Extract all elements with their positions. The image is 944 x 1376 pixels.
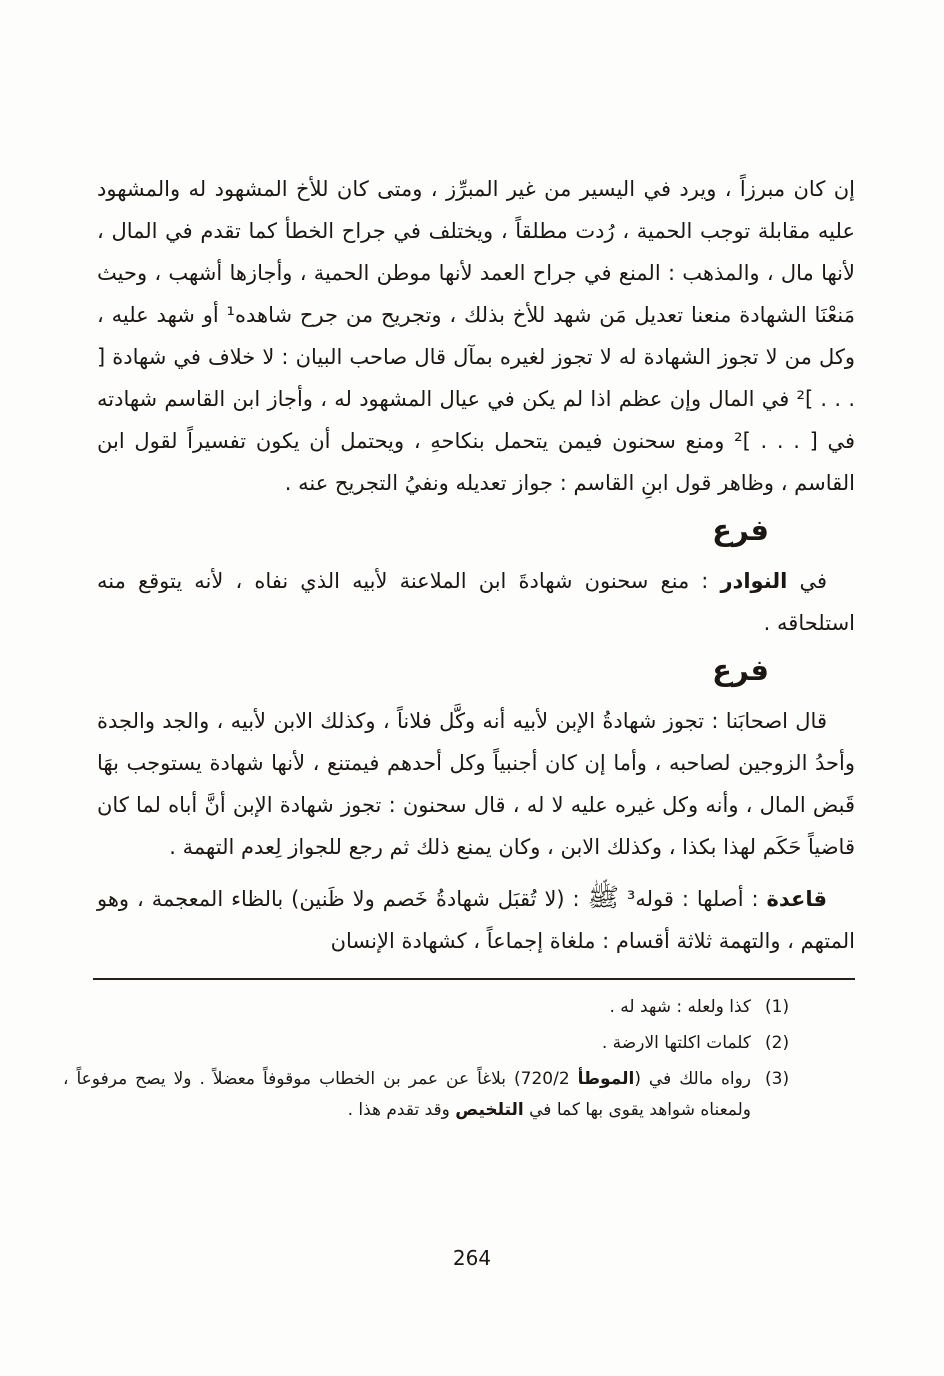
footnote-text-part: رواه مالك في ( bbox=[634, 1069, 752, 1089]
qaida-label: قاعدة bbox=[766, 887, 827, 911]
paragraph-text: في bbox=[787, 569, 827, 593]
page-number: 264 bbox=[452, 1246, 492, 1270]
footnote-text: كذا ولعله : شهد له . bbox=[609, 997, 751, 1017]
footnote-row-2 bbox=[63, 1028, 855, 1059]
body-paragraph-3: قال اصحابَنا : تجوز شهادةُ الإبن لأبيه أنه وكَّل فلاناً ، وكذلك الابن لأبيه ، والجد والجدة وأحدُ الزوجين لصاحبه ، وأما إن كان أجنبياً وكل أحدهم فيمتنع ، لأنها شهادة يستوجب بهَا قَبض المال ، وأنه وكل غيره عليه لا له ، قال سحنون : تجوز شهادة الإبن أنَّ أباه لما كان قاضياً حَكَم لهذا بكذا ، وكذلك الابن ، وكان يمنع ذلك ثم رجع للجواز لِعدم التهمة . bbox=[97, 709, 855, 859]
footnote-row-3 bbox=[63, 1064, 855, 1126]
sallallahu-alayhi-wasallam-symbol: ﷺ bbox=[587, 883, 619, 913]
paragraph-text: : أصلها : قوله³ bbox=[618, 887, 767, 911]
footnote-number: (3) bbox=[765, 1069, 790, 1089]
section-heading-far-2: فرع bbox=[712, 653, 769, 687]
footnotes-section bbox=[63, 992, 855, 1126]
footnote-text bbox=[63, 1064, 751, 1126]
body-paragraph-qaida bbox=[97, 878, 855, 962]
footnote-divider bbox=[93, 978, 855, 980]
footnote-number: (2) bbox=[765, 1033, 790, 1053]
paragraph-text: : منع سحنون شهادةَ ابن الملاعنة لأبيه الذي نفاه ، لأنه يتوقع منه استلحاقه . bbox=[97, 569, 855, 635]
body-paragraph-2 bbox=[97, 560, 855, 644]
book-title-talkhis: التلخيص bbox=[455, 1100, 524, 1120]
body-paragraph-1: إن كان مبرزاً ، ويرد في اليسير من غير المبرِّز ، ومتى كان للأخ المشهود له والمشهود عليه مقابلة توجب الحمية ، رُدت مطلقاً ، ويختلف في جراح الخطأ كما تقدم في المال ، لأنها مال ، والمذهب : المنع في جراح العمد لأنها موطن الحمية ، وأجازها أشهب ، وحيث مَنعْنَا الشهادة منعنا تعديل مَن شهد للأخ بذلك ، وتجريح من جرح شاهده¹ أو شهد عليه ، وكل من لا تجوز الشهادة له لا تجوز لغيره بمآل قال صاحب البيان : لا خلاف في شهادة [ . . . ]² في المال وإن عظم اذا لم يكن في عيال المشهود له ، وأجاز ابن القاسم شهادته في [ . . . ]² ومنع سحنون فيمن يتحمل بنكاحهِ ، ويحتمل أن يكون تفسيراً لقول ابن القاسم ، وظاهر قول ابنِ القاسم : جواز تعديله ونفيُ التجريح عنه . bbox=[97, 177, 855, 495]
footnote-row-1 bbox=[63, 992, 855, 1023]
paragraph-text: : (لا تُقبَل شهادةُ خَصم ولا ظَنين) بالظاء المعجمة ، وهو المتهم ، والتهمة ثلاثة أقسام : ملغاة إجماعاً ، كشهادة الإنسان bbox=[97, 887, 855, 953]
book-title-muwatta: الموطأ bbox=[577, 1069, 635, 1089]
main-text-column bbox=[63, 168, 855, 1131]
footnote-text: كلمات اكلتها الارضة . bbox=[601, 1033, 751, 1053]
footnote-text-part: وقد تقدم هذا . bbox=[347, 1100, 456, 1120]
footnote-number: (1) bbox=[765, 997, 790, 1017]
book-title-nawadir: النوادر bbox=[720, 569, 788, 593]
section-heading-far-1: فرع bbox=[712, 513, 769, 547]
footnote-text-part: 720/2) بلاغاً عن عمر بن الخطاب موقوفاً معضلاً . ولا يصح مرفوعاً ، ولمعناه شواهد يقوى بها كما في bbox=[63, 1069, 751, 1120]
